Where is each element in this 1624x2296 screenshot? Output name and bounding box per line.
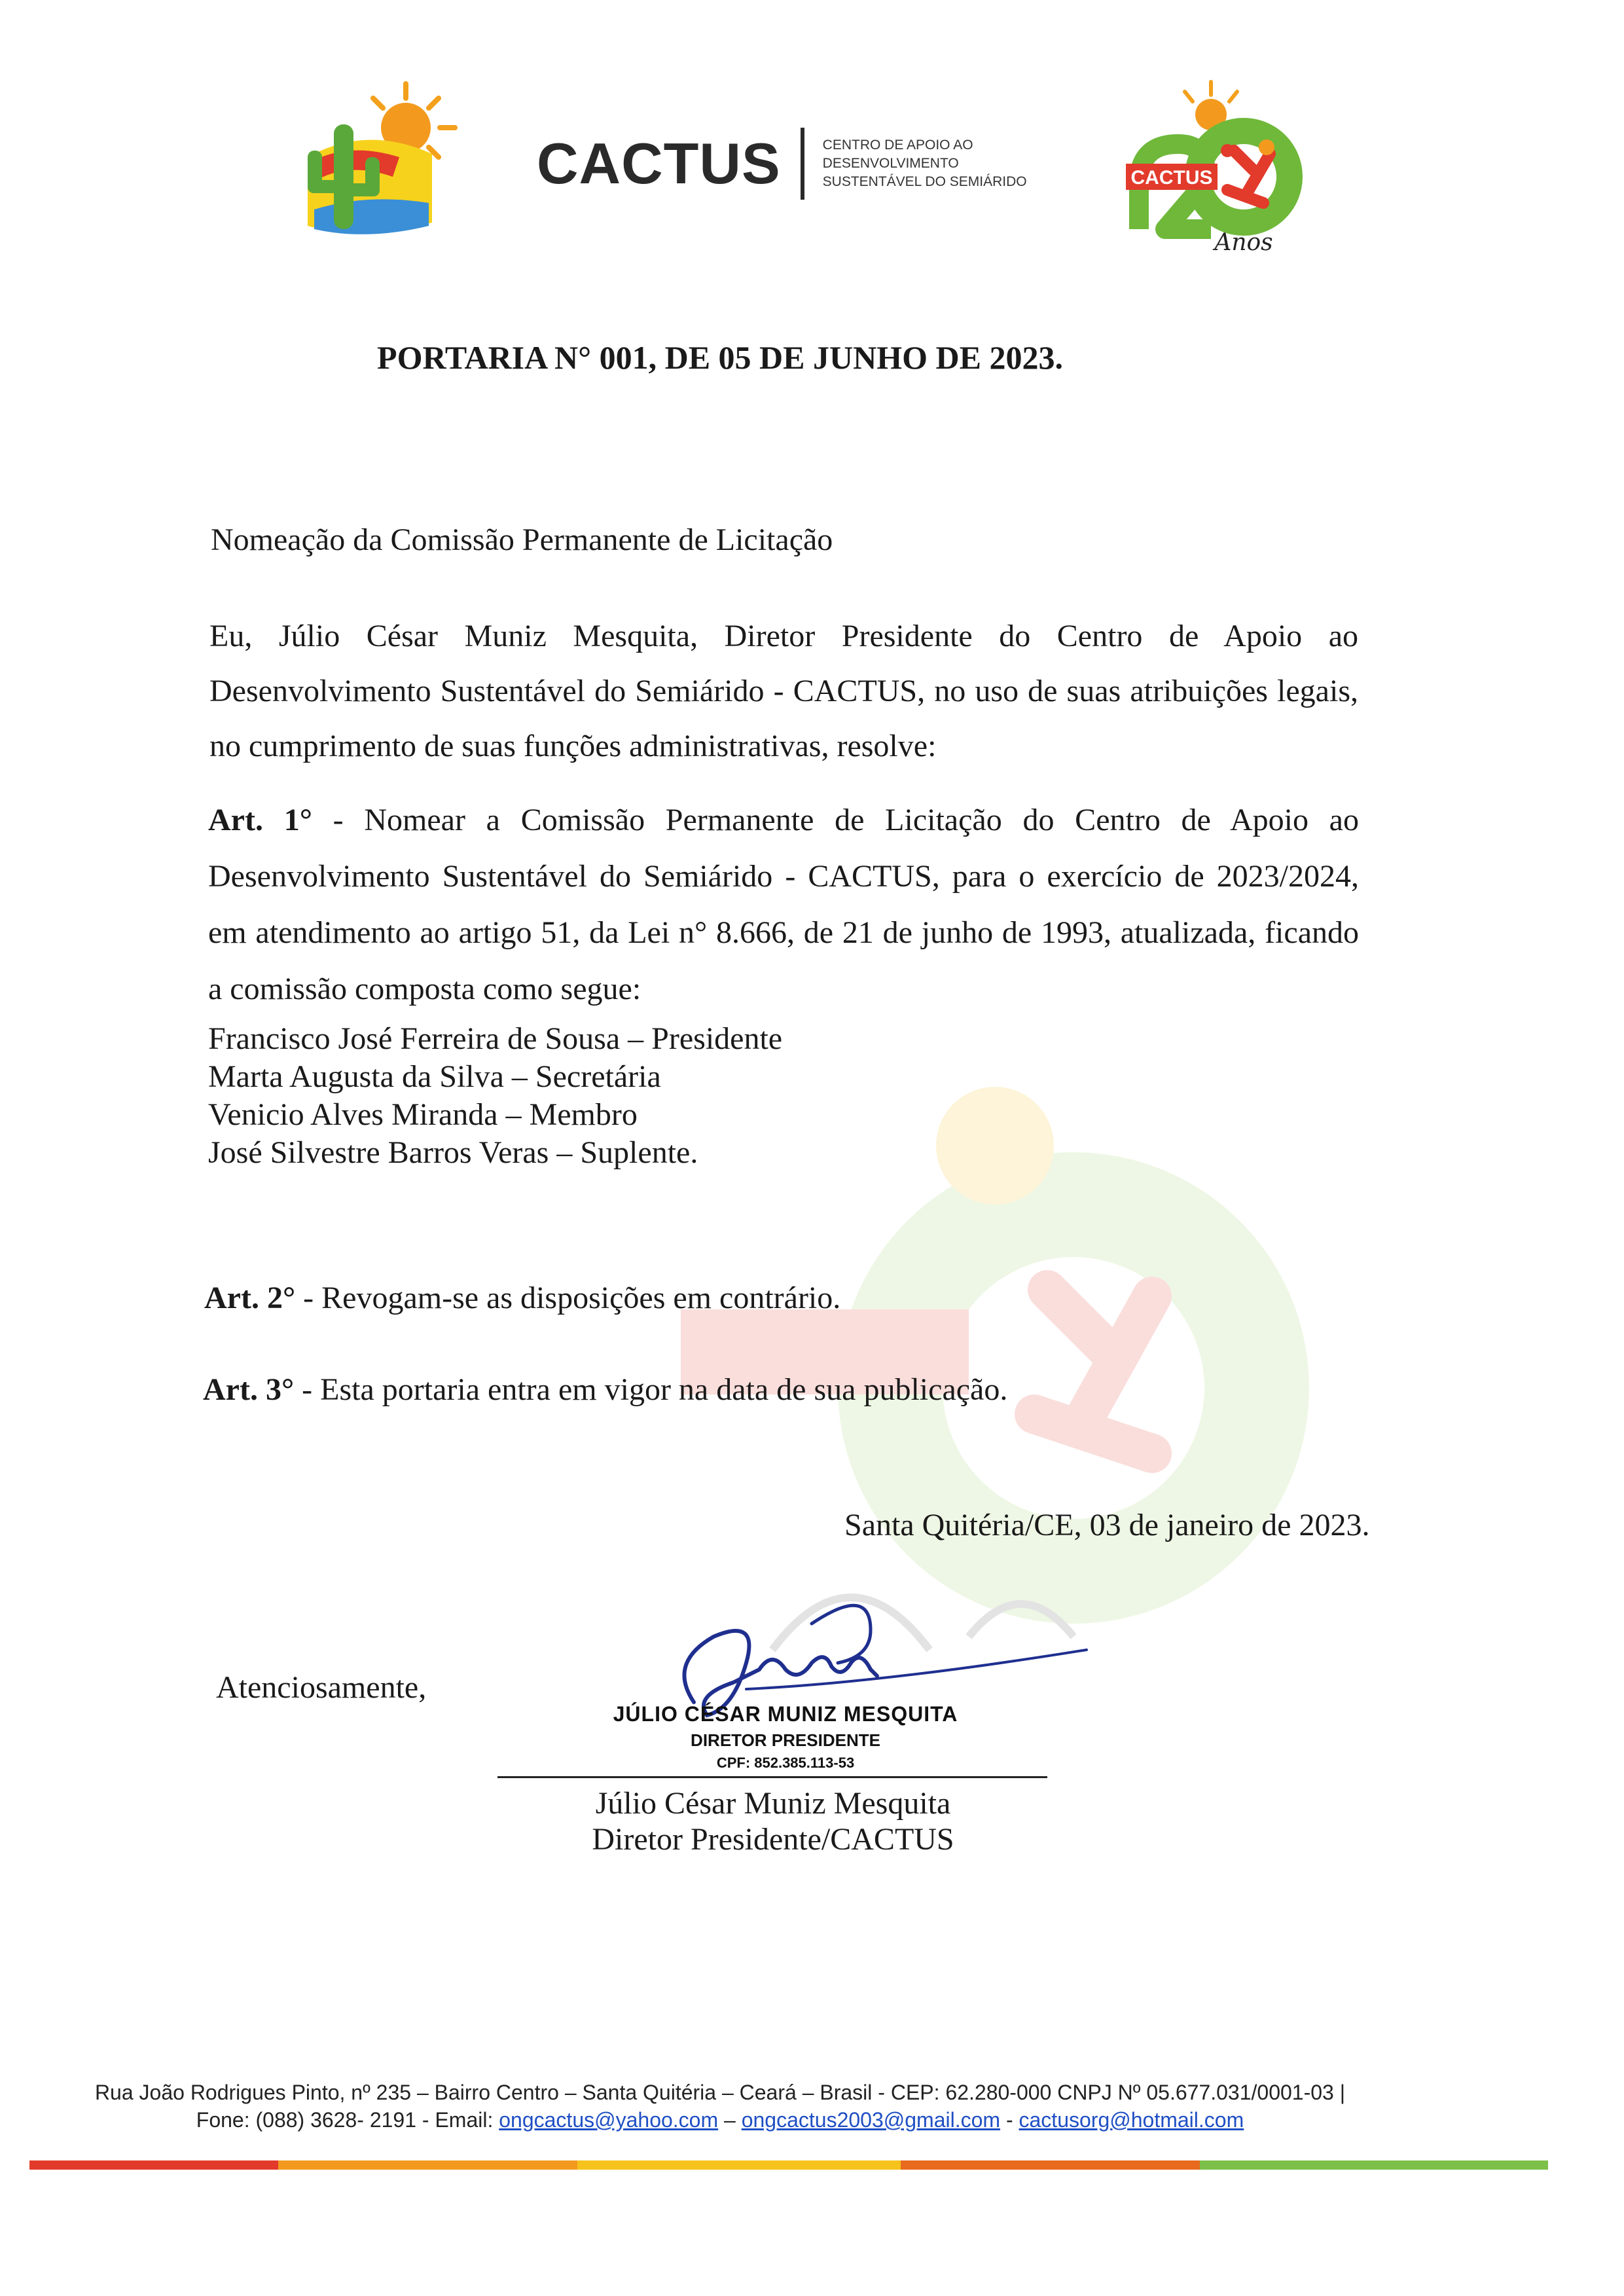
commission-members-list <box>208 1020 782 1172</box>
list-item: José Silvestre Barros Veras – Suplente. <box>208 1135 698 1170</box>
anniversary-script-text: Anos <box>1214 229 1273 255</box>
article-2-text: - Revogam-se as disposições em contrário. <box>295 1281 841 1315</box>
brand-name: CACTUS <box>537 131 781 196</box>
article-2 <box>204 1275 840 1321</box>
footer-separator: - <box>1000 2108 1019 2132</box>
list-item: Marta Augusta da Silva – Secretária <box>208 1059 661 1094</box>
list-item: Venicio Alves Miranda – Membro <box>208 1097 638 1132</box>
footer-separator: – <box>718 2108 742 2132</box>
brand-tagline-line: DESENVOLVIMENTO <box>822 156 959 171</box>
email-link-hotmail[interactable]: cactusorg@hotmail.com <box>1019 2108 1244 2132</box>
stamp-role: DIRETOR PRESIDENTE <box>691 1730 880 1750</box>
stamp-cpf: CPF: 852.385.113-53 <box>716 1755 855 1771</box>
color-bar-segment <box>278 2160 577 2170</box>
intro-paragraph: Eu, Júlio César Muniz Mesquita, Diretor Presidente do Centro de Apoio ao Desenvolvimento Sustentável do Semiárido - CACTUS, no uso de suas atribuições legais, no cumprimento de suas funções administrativas, resolve: <box>209 619 1358 763</box>
brand-divider <box>801 128 804 200</box>
place-date: Santa Quitéria/CE, 03 de janeiro de 2023. <box>844 1508 1370 1542</box>
article-1-label: Art. 1° <box>208 803 312 837</box>
document-subject: Nomeação da Comissão Permanente de Licitação <box>211 522 833 557</box>
cactus-sun-logo-icon <box>268 79 458 242</box>
document-title: PORTARIA N° 001, DE 05 DE JUNHO DE 2023. <box>377 339 1063 376</box>
brand-tagline-line: SUSTENTÁVEL DO SEMIÁRIDO <box>822 174 1027 189</box>
color-bar-segment <box>577 2160 901 2170</box>
color-bar-segment <box>1200 2160 1548 2170</box>
email-link-gmail[interactable]: ongcactus2003@gmail.com <box>741 2108 1001 2132</box>
brand-header <box>537 118 1027 210</box>
closing-salutation: Atenciosamente, <box>216 1670 427 1705</box>
anniversary-20-logo-icon <box>1113 79 1322 255</box>
color-bar-segment <box>901 2160 1199 2170</box>
stamp-name: JÚLIO CÉSAR MUNIZ MESQUITA <box>613 1702 958 1726</box>
article-3 <box>203 1367 1007 1413</box>
footer-address: Rua João Rodrigues Pinto, nº 235 – Bairro Centro – Santa Quitéria – Ceará – Brasil - CEP: 62.280-000 CNPJ Nº 05.677.031/0001-03 | <box>94 2081 1346 2104</box>
signature-stamp <box>589 1702 982 1772</box>
list-item: Francisco José Ferreira de Sousa – Presidente <box>208 1021 783 1056</box>
article-2-label: Art. 2° <box>204 1281 296 1315</box>
article-3-label: Art. 3° <box>203 1372 295 1407</box>
color-bar-segment <box>29 2160 278 2170</box>
brand-tagline <box>823 136 1027 191</box>
email-link-yahoo[interactable]: ongcactus@yahoo.com <box>499 2108 719 2132</box>
brand-tagline-line: CENTRO DE APOIO AO <box>822 137 973 153</box>
signatory-role: Diretor Presidente/CACTUS <box>592 1822 954 1857</box>
footer-contacts <box>0 2108 1440 2132</box>
signatory-name: Júlio César Muniz Mesquita <box>595 1786 951 1821</box>
footer-phone: Fone: (088) 3628- 2191 - Email: <box>196 2108 499 2132</box>
signature-line <box>497 1776 1047 1778</box>
footer-color-bar <box>29 2160 1548 2170</box>
anniversary-badge-text: CACTUS <box>1130 167 1213 189</box>
article-3-text: - Esta portaria entra em vigor na data de sua publicação. <box>294 1372 1008 1407</box>
article-1-text: - Nomear a Comissão Permanente de Licitação do Centro de Apoio ao Desenvolvimento Sustentável do Semiárido - CACTUS, para o exercício de 2023/2024, em atendimento ao artigo 51, da Lei n° 8.666, de 21 de junho de 1993, atualizada, ficando a comissão composta como segue: <box>208 803 1359 1006</box>
article-1 <box>208 792 1359 1017</box>
